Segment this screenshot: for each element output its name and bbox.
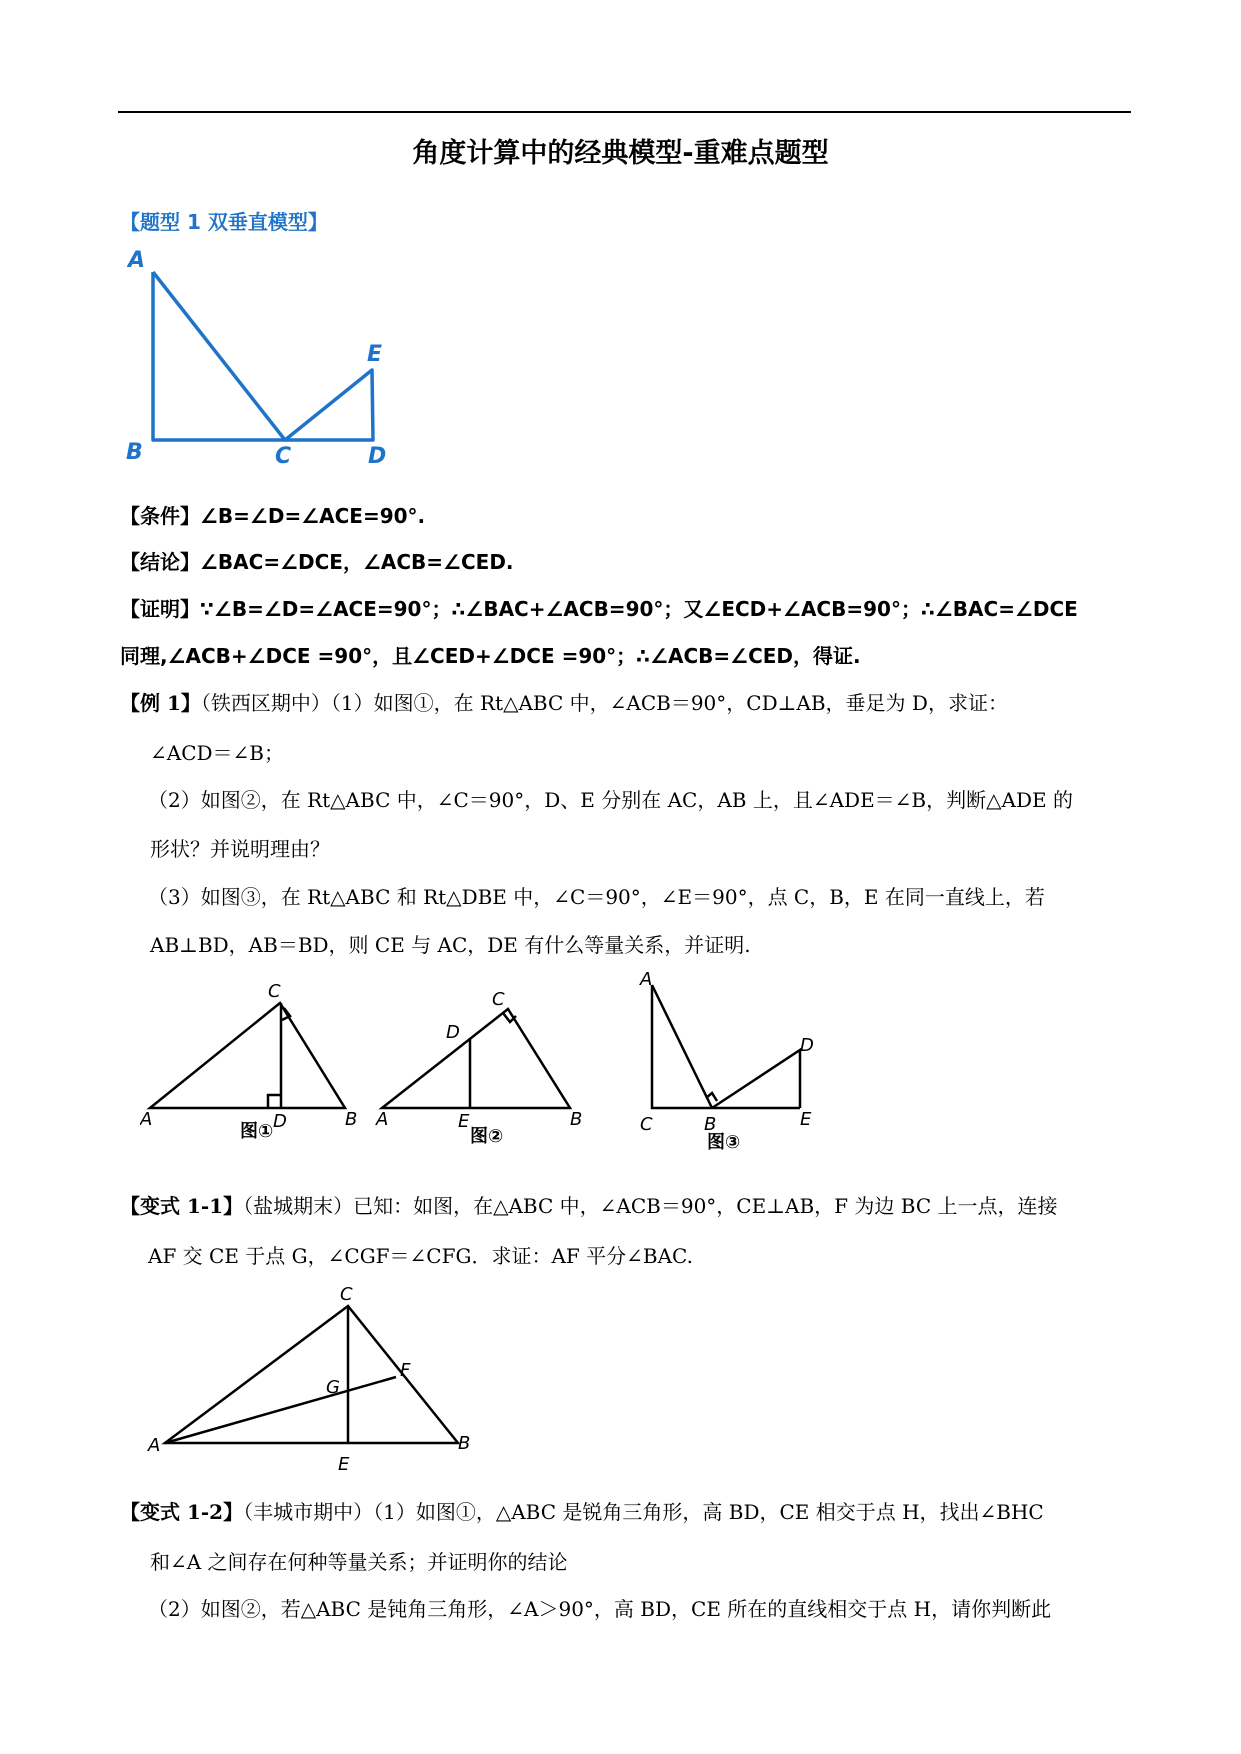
example1-tag: 【例 1】 <box>120 691 201 715</box>
proof-line-1 <box>120 593 1078 622</box>
condition-text: ∠B=∠D=∠ACE=90°. <box>200 504 426 528</box>
example1-line-5: （3）如图③，在 Rt△ABC 和 Rt△DBE 中，∠C＝90°，∠E＝90°，点 C，B，E 在同一直线上，若 <box>148 885 1045 909</box>
condition-line <box>120 500 425 529</box>
svg-text:B: B <box>570 1109 583 1130</box>
proof-line-2: 同理,∠ACB+∠DCE =90°，且∠CED+∠DCE =90°；∴∠ACB=∠CED，得证. <box>120 644 861 668</box>
svg-text:A: A <box>640 969 653 990</box>
variant11-figure <box>145 1280 490 1480</box>
svg-text:A: A <box>148 1435 161 1456</box>
example1-line-3: （2）如图②，在 Rt△ABC 中，∠C＝90°，D、E 分别在 AC，AB 上，且∠ADE＝∠B，判断△ADE 的 <box>148 788 1073 812</box>
fig1-caption: 图① <box>240 1121 274 1142</box>
label-A: A <box>128 248 146 273</box>
proof-text-1: ∵∠B=∠D=∠ACE=90°；∴∠BAC+∠ACB=90°；又∠ECD+∠ACB=90°；∴∠BAC=∠DCE <box>200 597 1078 621</box>
svg-text:D: D <box>446 1022 460 1043</box>
svg-text:D: D <box>273 1111 287 1132</box>
variant12-text-1: （丰城市期中）（1）如图①，△ABC 是锐角三角形，高 BD，CE 相交于点 H，找出∠BHC <box>243 1500 1044 1524</box>
svg-text:F: F <box>400 1360 411 1381</box>
example1-line-1 <box>120 687 1008 716</box>
page-title: 角度计算中的经典模型-重难点题型 <box>412 138 829 169</box>
svg-text:E: E <box>338 1454 350 1475</box>
svg-text:A: A <box>376 1109 389 1130</box>
section-heading: 【题型 1 双垂直模型】 <box>120 210 328 234</box>
svg-text:E: E <box>800 1109 812 1130</box>
svg-text:C: C <box>640 1114 653 1135</box>
svg-text:G: G <box>326 1377 340 1398</box>
variant11-text-1: （盐城期末）已知：如图，在△ABC 中，∠ACB＝90°，CE⊥AB，F 为边 BC 上一点，连接 <box>243 1194 1058 1218</box>
example1-line-6: AB⊥BD，AB＝BD，则 CE 与 AC，DE 有什么等量关系，并证明. <box>150 933 751 957</box>
fig3-caption: 图③ <box>707 1132 741 1153</box>
variant12-tag: 【变式 1-2】 <box>120 1500 244 1524</box>
label-D: D <box>368 444 387 469</box>
label-B: B <box>126 440 143 465</box>
example1-line-4: 形状？并说明理由？ <box>150 837 330 861</box>
svg-text:B: B <box>345 1109 358 1130</box>
variant12-line-3: （2）如图②，若△ABC 是钝角三角形，∠A＞90°，高 BD，CE 所在的直线相交于点 H，请你判断此 <box>148 1597 1052 1621</box>
fig2-caption: 图② <box>470 1126 504 1147</box>
svg-text:C: C <box>340 1284 353 1305</box>
conclusion-text: ∠BAC=∠DCE，∠ACB=∠CED. <box>200 550 514 574</box>
condition-tag: 【条件】 <box>120 504 200 528</box>
variant11-line-1 <box>120 1190 1057 1219</box>
main-figure <box>118 245 408 470</box>
svg-text:C: C <box>492 989 505 1010</box>
label-E: E <box>367 342 383 367</box>
example1-line-2: ∠ACD＝∠B； <box>150 741 284 765</box>
example1-figures <box>140 965 840 1165</box>
proof-tag: 【证明】 <box>120 597 200 621</box>
top-rule <box>118 111 1131 113</box>
svg-text:A: A <box>140 1109 153 1130</box>
conclusion-tag: 【结论】 <box>120 550 200 574</box>
svg-text:D: D <box>800 1035 814 1056</box>
svg-text:E: E <box>458 1111 470 1132</box>
svg-text:B: B <box>704 1114 717 1135</box>
svg-text:B: B <box>458 1433 471 1454</box>
variant11-tag: 【变式 1-1】 <box>120 1194 244 1218</box>
svg-text:C: C <box>268 981 281 1002</box>
example1-text-1: （铁西区期中）（1）如图①，在 Rt△ABC 中，∠ACB＝90°，CD⊥AB，垂足为 D，求证： <box>200 691 1008 715</box>
variant11-line-2: AF 交 CE 于点 G，∠CGF＝∠CFG．求证：AF 平分∠BAC. <box>148 1244 693 1268</box>
label-C: C <box>275 444 292 469</box>
variant12-line-2: 和∠A 之间存在何种等量关系；并证明你的结论 <box>150 1550 568 1574</box>
conclusion-line <box>120 546 514 575</box>
variant12-line-1 <box>120 1496 1044 1525</box>
